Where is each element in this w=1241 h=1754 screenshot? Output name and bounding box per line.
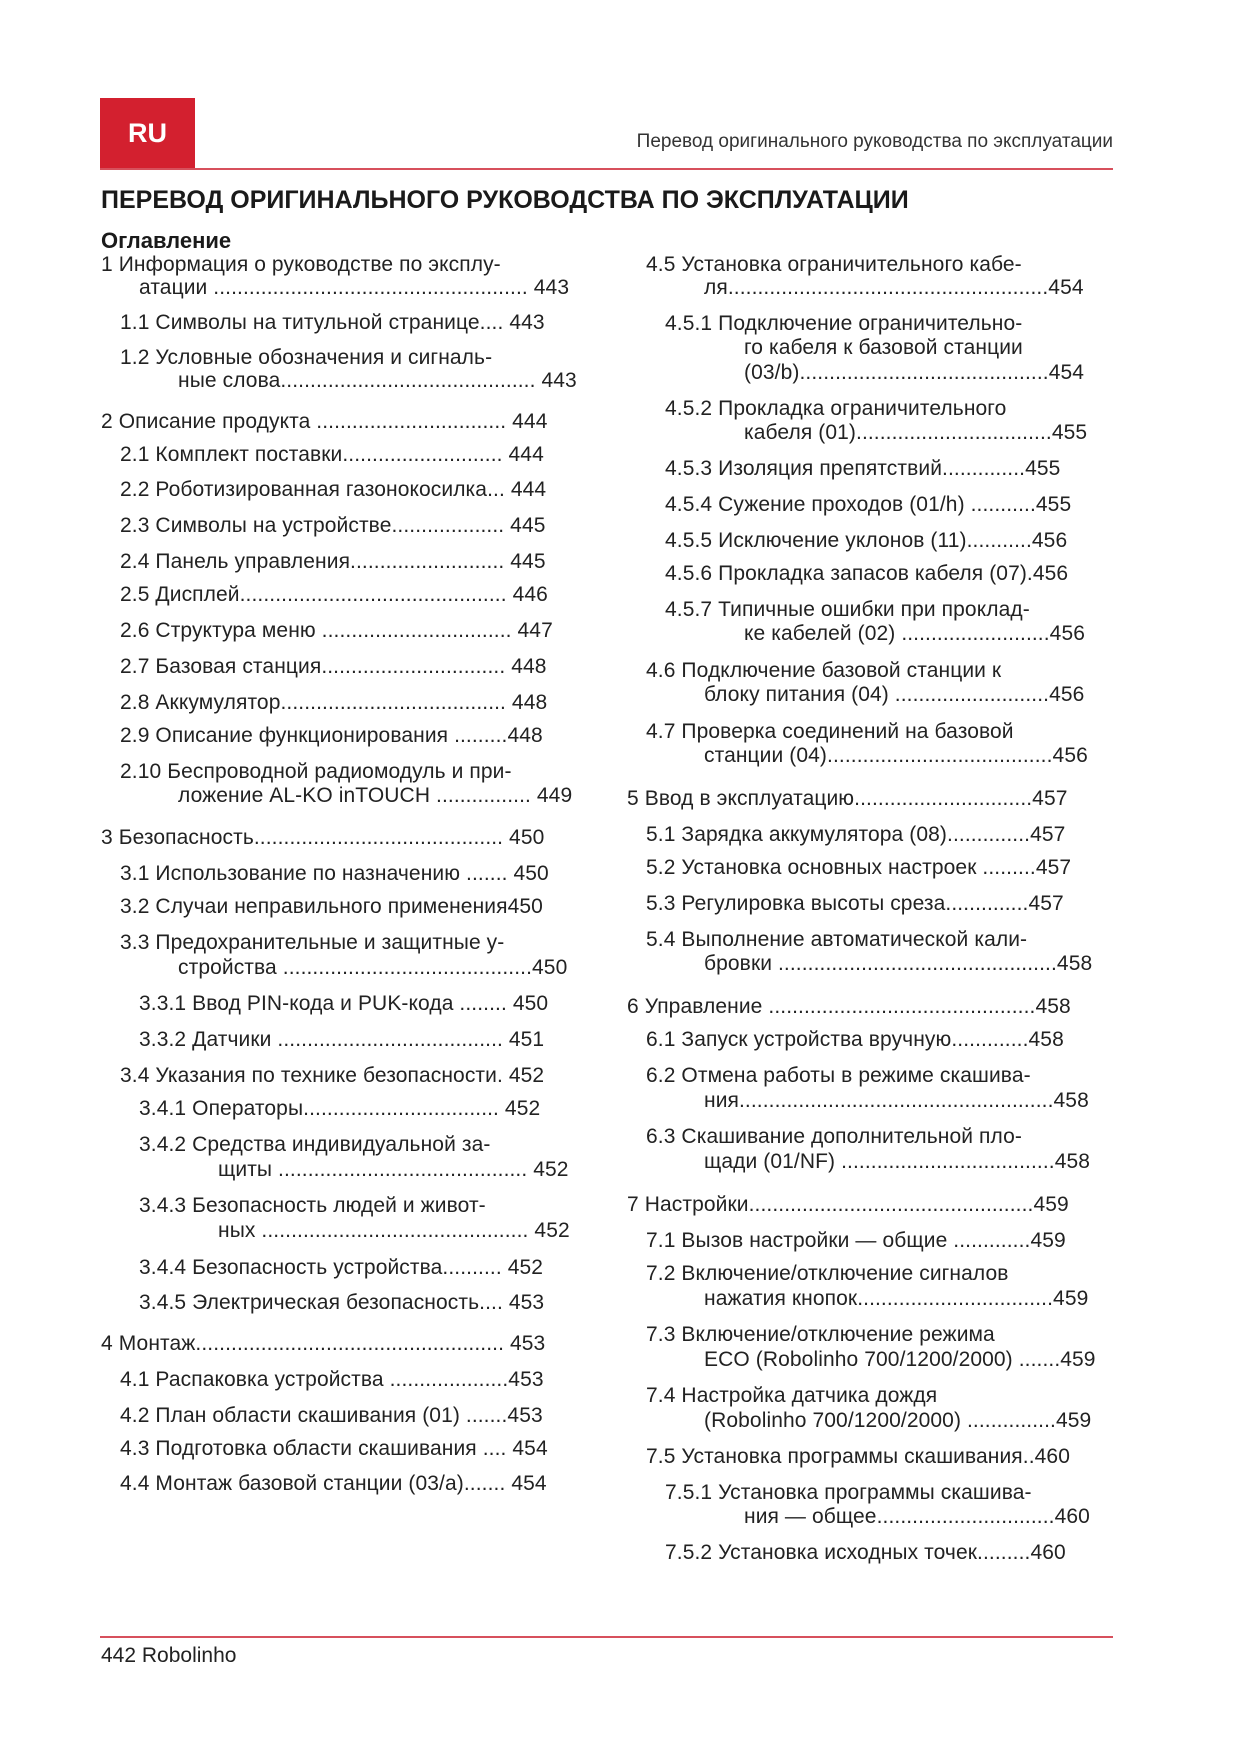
toc-entry-4-5[interactable]: 4.5 Установка ограничительного кабе- xyxy=(646,253,1022,276)
toc-entry-3-2[interactable]: 3.2 Случаи неправильного применения450 xyxy=(120,895,543,918)
toc-entry-4-5-5[interactable]: 4.5.5 Исключение уклонов (11)...........456 xyxy=(665,529,1068,552)
toc-entry-2-10[interactable]: 2.10 Беспроводной радиомодуль и при- xyxy=(120,760,512,783)
toc-entry-2-6[interactable]: 2.6 Структура меню ................................ 447 xyxy=(120,619,553,642)
toc-entry-3-4-1[interactable]: 3.4.1 Операторы................................. 452 xyxy=(139,1097,541,1120)
toc-entry-4-6[interactable]: 4.6 Подключение базовой станции к xyxy=(646,659,1002,682)
toc-entry-4-5-4[interactable]: 4.5.4 Сужение проходов (01/h) ...........455 xyxy=(665,493,1072,516)
toc-entry-1-2[interactable]: 1.2 Условные обозначения и сигналь- xyxy=(120,346,493,369)
toc-entry-3-4-3-cont[interactable]: ных ............................................. 452 xyxy=(218,1219,570,1242)
toc-entry-1-1[interactable]: 1.1 Символы на титульной странице.... 443 xyxy=(120,311,545,334)
toc-entry-6-3[interactable]: 6.3 Скашивание дополнительной пло- xyxy=(646,1125,1022,1148)
toc-entry-7-5[interactable]: 7.5 Установка программы скашивания..460 xyxy=(646,1445,1070,1468)
toc-entry-5-4-cont[interactable]: бровки ...............................................458 xyxy=(704,952,1093,975)
toc-entry-4-4[interactable]: 4.4 Монтаж базовой станции (03/a)....... 454 xyxy=(120,1472,547,1495)
toc-entry-2-9[interactable]: 2.9 Описание функционирования .........448 xyxy=(120,724,543,747)
toc-entry-6-3-cont[interactable]: щади (01/NF) ....................................458 xyxy=(704,1150,1091,1173)
toc-entry-3-1[interactable]: 3.1 Использование по назначению ....... 450 xyxy=(120,862,549,885)
toc-entry-1[interactable]: 1 Информация о руководстве по эксплу- xyxy=(101,253,501,276)
toc-entry-6[interactable]: 6 Управление .............................................458 xyxy=(627,995,1071,1018)
toc-entry-7-3-cont[interactable]: ECO (Robolinho 700/1200/2000) .......459 xyxy=(704,1348,1096,1371)
toc-entry-4-2[interactable]: 4.2 План области скашивания (01) .......453 xyxy=(120,1404,543,1427)
toc-entry-3-4[interactable]: 3.4 Указания по технике безопасности. 452 xyxy=(120,1064,545,1087)
toc-entry-4-5-3[interactable]: 4.5.3 Изоляция препятствий..............455 xyxy=(665,457,1061,480)
toc-entry-7[interactable]: 7 Настройки................................................459 xyxy=(627,1193,1069,1216)
toc-entry-7-4-cont[interactable]: (Robolinho 700/1200/2000) ...............459 xyxy=(704,1409,1092,1432)
toc-entry-7-4[interactable]: 7.4 Настройка датчика дождя xyxy=(646,1384,938,1407)
toc-entry-4-5-1-cont[interactable]: го кабеля к базовой станции xyxy=(744,336,1023,359)
toc-entry-3-4-3[interactable]: 3.4.3 Безопасность людей и живот- xyxy=(139,1194,486,1217)
toc-entry-2-5[interactable]: 2.5 Дисплей............................................. 446 xyxy=(120,583,548,606)
page-title: ПЕРЕВОД ОРИГИНАЛЬНОГО РУКОВОДСТВА ПО ЭКСПЛУАТАЦИИ xyxy=(101,186,909,214)
toc-entry-2-3[interactable]: 2.3 Символы на устройстве................... 445 xyxy=(120,514,546,537)
toc-entry-2-7[interactable]: 2.7 Базовая станция............................... 448 xyxy=(120,655,547,678)
toc-entry-4-7-cont[interactable]: станции (04)......................................456 xyxy=(704,744,1088,767)
toc-entry-6-2[interactable]: 6.2 Отмена работы в режиме скашива- xyxy=(646,1064,1031,1087)
language-tab: RU xyxy=(100,98,195,169)
toc-entry-5-4[interactable]: 5.4 Выполнение автоматической кали- xyxy=(646,928,1028,951)
toc-entry-3-3-cont[interactable]: стройства ..........................................450 xyxy=(178,956,568,979)
toc-entry-3-4-4[interactable]: 3.4.4 Безопасность устройства.......... 452 xyxy=(139,1256,544,1279)
toc-entry-2-1[interactable]: 2.1 Комплект поставки........................... 444 xyxy=(120,443,544,466)
toc-entry-7-5-2[interactable]: 7.5.2 Установка исходных точек.........460 xyxy=(665,1541,1066,1564)
toc-entry-3-4-5[interactable]: 3.4.5 Электрическая безопасность.... 453 xyxy=(139,1291,545,1314)
toc-entry-4[interactable]: 4 Монтаж.................................................... 453 xyxy=(101,1332,546,1355)
toc-entry-3-3[interactable]: 3.3 Предохранительные и защитные у- xyxy=(120,931,505,954)
toc-entry-1-2-cont[interactable]: ные слова........................................... 443 xyxy=(178,369,577,392)
toc-entry-3-4-2[interactable]: 3.4.2 Средства индивидуальной за- xyxy=(139,1133,491,1156)
toc-entry-2[interactable]: 2 Описание продукта ................................ 444 xyxy=(101,410,548,433)
toc-entry-4-5-7[interactable]: 4.5.7 Типичные ошибки при проклад- xyxy=(665,598,1030,621)
toc-entry-4-5-2[interactable]: 4.5.2 Прокладка ограничительного xyxy=(665,397,1007,420)
toc-entry-3-3-2[interactable]: 3.3.2 Датчики ...................................... 451 xyxy=(139,1028,545,1051)
toc-entry-3-4-2-cont[interactable]: щиты .......................................... 452 xyxy=(218,1158,569,1181)
toc-entry-5-2[interactable]: 5.2 Установка основных настроек .........457 xyxy=(646,856,1072,879)
page-footer: 442 Robolinho xyxy=(101,1644,237,1667)
toc-entry-4-6-cont[interactable]: блоку питания (04) ..........................456 xyxy=(704,683,1085,706)
toc-entry-4-5-1-cont2[interactable]: (03/b)..........................................454 xyxy=(744,361,1085,384)
toc-entry-2-4[interactable]: 2.4 Панель управления.......................... 445 xyxy=(120,550,546,573)
toc-entry-4-5-1[interactable]: 4.5.1 Подключение ограничительно- xyxy=(665,312,1023,335)
toc-entry-7-2-cont[interactable]: нажатия кнопок.................................459 xyxy=(704,1287,1089,1310)
toc-entry-7-3[interactable]: 7.3 Включение/отключение режима xyxy=(646,1323,995,1346)
toc-entry-3-3-1[interactable]: 3.3.1 Ввод PIN-кода и PUK-кода ........ 450 xyxy=(139,992,549,1015)
toc-entry-1-cont[interactable]: атации ..................................................... 443 xyxy=(139,276,570,299)
header-rule xyxy=(100,168,1113,170)
toc-entry-2-2[interactable]: 2.2 Роботизированная газонокосилка... 444 xyxy=(120,478,547,501)
footer-rule xyxy=(100,1636,1113,1638)
toc-entry-2-10-cont[interactable]: ложение AL-KO inTOUCH ................ 449 xyxy=(178,784,573,807)
toc-entry-6-2-cont[interactable]: ния.....................................................458 xyxy=(704,1089,1089,1112)
toc-entry-4-3[interactable]: 4.3 Подготовка области скашивания .... 454 xyxy=(120,1437,548,1460)
toc-entry-7-5-1-cont[interactable]: ния — общее..............................460 xyxy=(744,1505,1090,1528)
toc-entry-4-5-6[interactable]: 4.5.6 Прокладка запасов кабеля (07).456 xyxy=(665,562,1069,585)
running-header-title: Перевод оригинального руководства по эксплуатации xyxy=(636,131,1113,152)
toc-heading: Оглавление xyxy=(101,228,232,253)
toc-entry-7-1[interactable]: 7.1 Вызов настройки — общие .............459 xyxy=(646,1229,1066,1252)
toc-entry-5-1[interactable]: 5.1 Зарядка аккумулятора (08)..............457 xyxy=(646,823,1066,846)
toc-entry-4-5-7-cont[interactable]: ке кабелей (02) .........................456 xyxy=(744,622,1086,645)
toc-entry-2-8[interactable]: 2.8 Аккумулятор...................................... 448 xyxy=(120,691,548,714)
toc-entry-5[interactable]: 5 Ввод в эксплуатацию..............................457 xyxy=(627,787,1068,810)
toc-entry-6-1[interactable]: 6.1 Запуск устройства вручную.............458 xyxy=(646,1028,1064,1051)
toc-entry-7-5-1[interactable]: 7.5.1 Установка программы скашива- xyxy=(665,1481,1032,1504)
toc-entry-5-3[interactable]: 5.3 Регулировка высоты среза..............457 xyxy=(646,892,1064,915)
toc-entry-4-5-2-cont[interactable]: кабеля (01).................................455 xyxy=(744,421,1088,444)
toc-entry-7-2[interactable]: 7.2 Включение/отключение сигналов xyxy=(646,1262,1009,1285)
toc-entry-4-5-cont[interactable]: ля......................................................454 xyxy=(704,276,1084,299)
toc-entry-3[interactable]: 3 Безопасность.......................................... 450 xyxy=(101,826,545,849)
toc-entry-4-7[interactable]: 4.7 Проверка соединений на базовой xyxy=(646,720,1014,743)
toc-entry-4-1[interactable]: 4.1 Распаковка устройства ....................453 xyxy=(120,1368,544,1391)
